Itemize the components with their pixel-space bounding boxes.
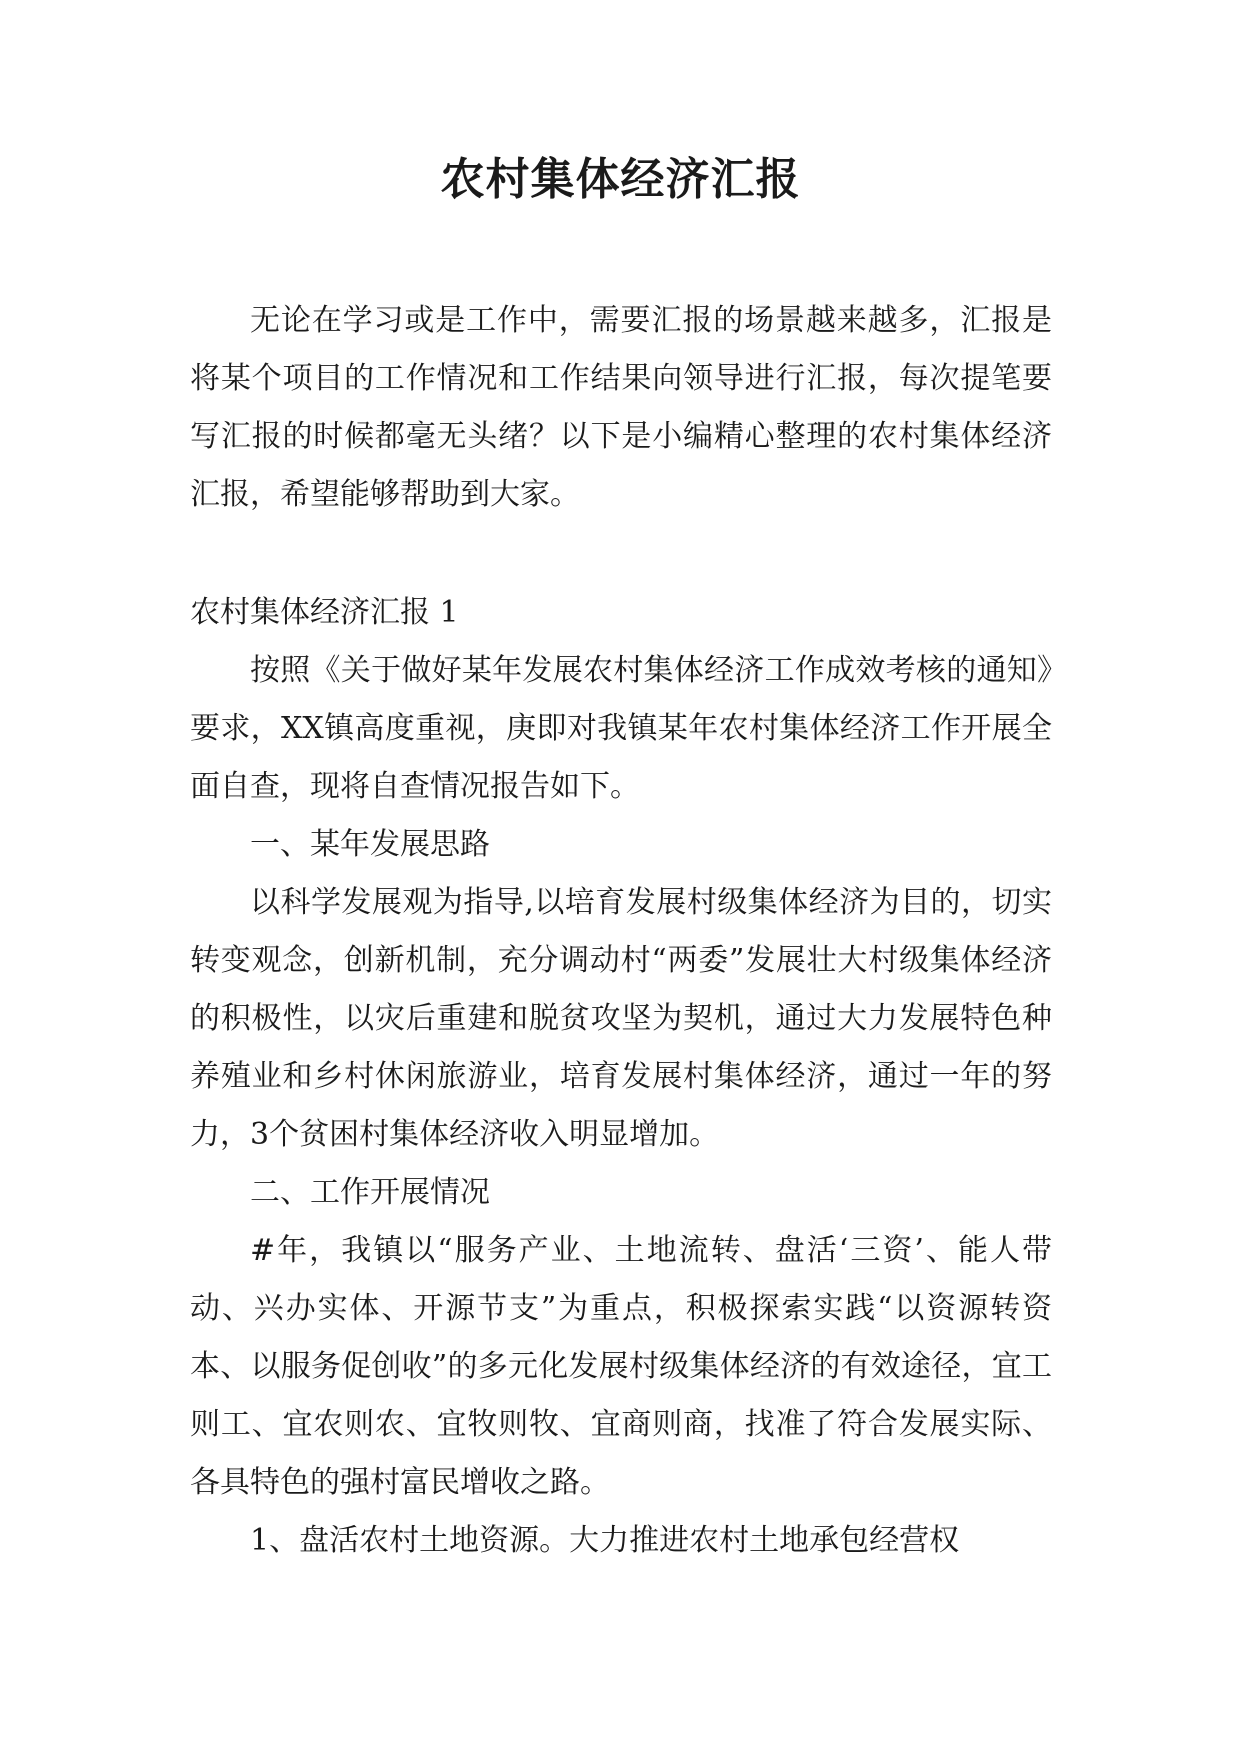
subheading-development-approach: 一、某年发展思路	[250, 827, 490, 862]
document-title: 农村集体经济汇报	[440, 154, 801, 205]
body-paragraph: #年，我镇以“服务产业、土地流转、盘活‘三资’、能人带动、兴办实体、开源节支”为重点，积极探索实践“以资源转资本、以服务促创收”的多元化发展村级集体经济的有效途径，宜工则工、宜农则农、宜牧则牧、宜商则商，找准了符合发展实际、各具特色的强村富民增收之路。	[190, 1233, 1052, 1500]
intro-paragraph: 无论在学习或是工作中，需要汇报的场景越来越多，汇报是将某个项目的工作情况和工作结果向领导进行汇报，每次提笔要写汇报的时候都毫无头绪？以下是小编精心整理的农村集体经济汇报，希望能够帮助到大家。	[190, 303, 1052, 512]
spacer	[190, 524, 1052, 584]
body-paragraph: 按照《关于做好某年发展农村集体经济工作成效考核的通知》要求，XX镇高度重视，庚即对我镇某年农村集体经济工作开展全面自查，现将自查情况报告如下。	[190, 653, 1052, 804]
subheading-work-progress: 二、工作开展情况	[250, 1175, 490, 1210]
body-paragraph: 1、盘活农村土地资源。大力推进农村土地承包经营权	[250, 1523, 960, 1558]
section-heading: 农村集体经济汇报 1	[190, 595, 459, 630]
document-body	[190, 292, 1052, 1570]
body-paragraph: 以科学发展观为指导,以培育发展村级集体经济为目的，切实转变观念，创新机制，充分调动村“两委”发展壮大村级集体经济的积极性，以灾后重建和脱贫攻坚为契机，通过大力发展特色种养殖业和乡村休闲旅游业，培育发展村集体经济，通过一年的努力，3个贫困村集体经济收入明显增加。	[190, 885, 1052, 1152]
